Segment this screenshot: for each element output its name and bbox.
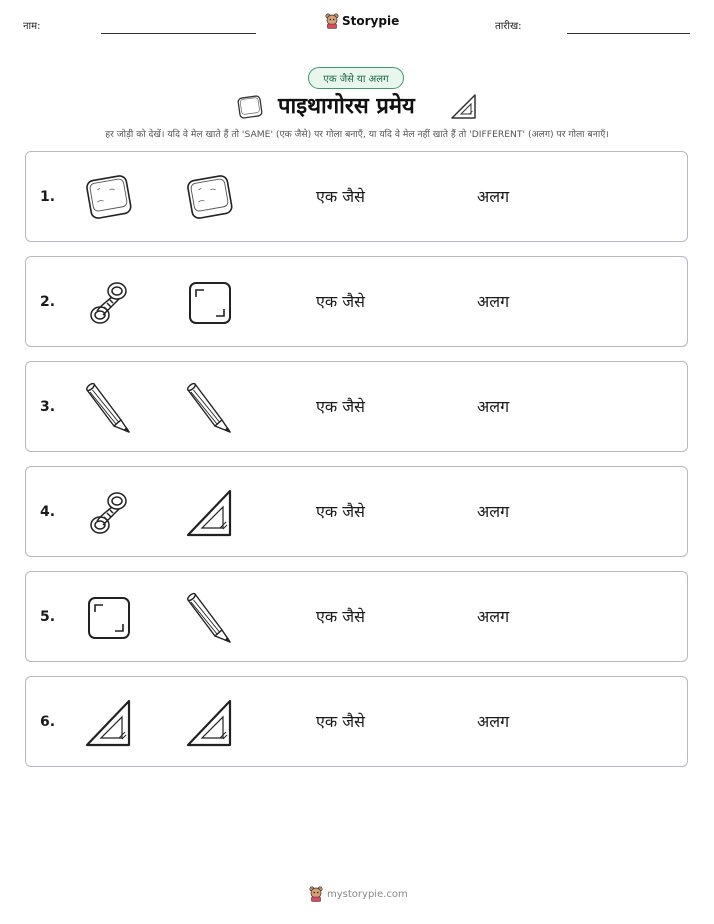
footer — [309, 886, 408, 902]
question-number: 1. — [40, 189, 56, 205]
question-number: 3. — [40, 399, 56, 415]
right-picture — [182, 695, 238, 751]
pencil-icon — [182, 380, 238, 436]
worksheet-type-badge: एक जैसे या अलग — [308, 67, 404, 89]
set-square-icon — [81, 695, 137, 751]
question-row — [25, 256, 688, 347]
left-picture — [81, 695, 137, 751]
name-label: नाम: — [23, 21, 41, 32]
same-option[interactable]: एक जैसे — [316, 187, 365, 206]
right-picture — [182, 485, 238, 541]
question-row — [25, 466, 688, 557]
worksheet-instructions: हर जोड़ी को देखें। यदि वे मेल खाते हैं तो 'SAME' (एक जैसे) पर गोला बनाएँ, या यदि वे मेल नहीं खाते हैं तो 'DIFFERENT' (अलग) पर गोला बनाएँ। — [105, 129, 609, 140]
eraser-icon — [81, 170, 137, 226]
square-icon — [81, 590, 137, 646]
bear-mascot-icon — [325, 13, 339, 29]
different-option[interactable]: अलग — [477, 607, 510, 626]
question-row — [25, 676, 688, 767]
same-option[interactable]: एक जैसे — [316, 397, 365, 416]
left-picture — [81, 590, 137, 646]
set-square-icon — [182, 695, 238, 751]
right-picture — [182, 590, 238, 646]
eraser-icon — [182, 170, 238, 226]
same-option[interactable]: एक जैसे — [316, 607, 365, 626]
footer-website: mystorypie.com — [327, 888, 408, 900]
same-option[interactable]: एक जैसे — [316, 712, 365, 731]
rope-icon — [81, 275, 137, 331]
question-number: 5. — [40, 609, 56, 625]
different-option[interactable]: अलग — [477, 712, 510, 731]
set-square-icon — [182, 485, 238, 541]
pencil-icon — [81, 380, 137, 436]
brand-name: Storypie — [342, 14, 400, 28]
set-square-icon — [449, 93, 479, 121]
question-row — [25, 361, 688, 452]
same-option[interactable]: एक जैसे — [316, 502, 365, 521]
question-row — [25, 571, 688, 662]
question-number: 2. — [40, 294, 56, 310]
different-option[interactable]: अलग — [477, 502, 510, 521]
rope-icon — [81, 485, 137, 541]
left-picture — [81, 275, 137, 331]
pencil-icon — [182, 590, 238, 646]
square-icon — [182, 275, 238, 331]
different-option[interactable]: अलग — [477, 397, 510, 416]
right-picture — [182, 170, 238, 226]
worksheet-title: पाइथागोरस प्रमेय — [278, 94, 415, 119]
left-picture — [81, 380, 137, 436]
right-picture — [182, 380, 238, 436]
different-option[interactable]: अलग — [477, 292, 510, 311]
date-label: तारीख: — [495, 21, 522, 32]
left-picture — [81, 485, 137, 541]
left-picture — [81, 170, 137, 226]
different-option[interactable]: अलग — [477, 187, 510, 206]
question-number: 4. — [40, 504, 56, 520]
date-field-line[interactable] — [567, 33, 690, 34]
same-option[interactable]: एक जैसे — [316, 292, 365, 311]
name-field-line[interactable] — [101, 33, 256, 34]
bear-mascot-icon — [309, 886, 323, 902]
eraser-icon — [234, 93, 266, 121]
question-row — [25, 151, 688, 242]
right-picture — [182, 275, 238, 331]
question-number: 6. — [40, 714, 56, 730]
brand-logo — [325, 13, 399, 29]
